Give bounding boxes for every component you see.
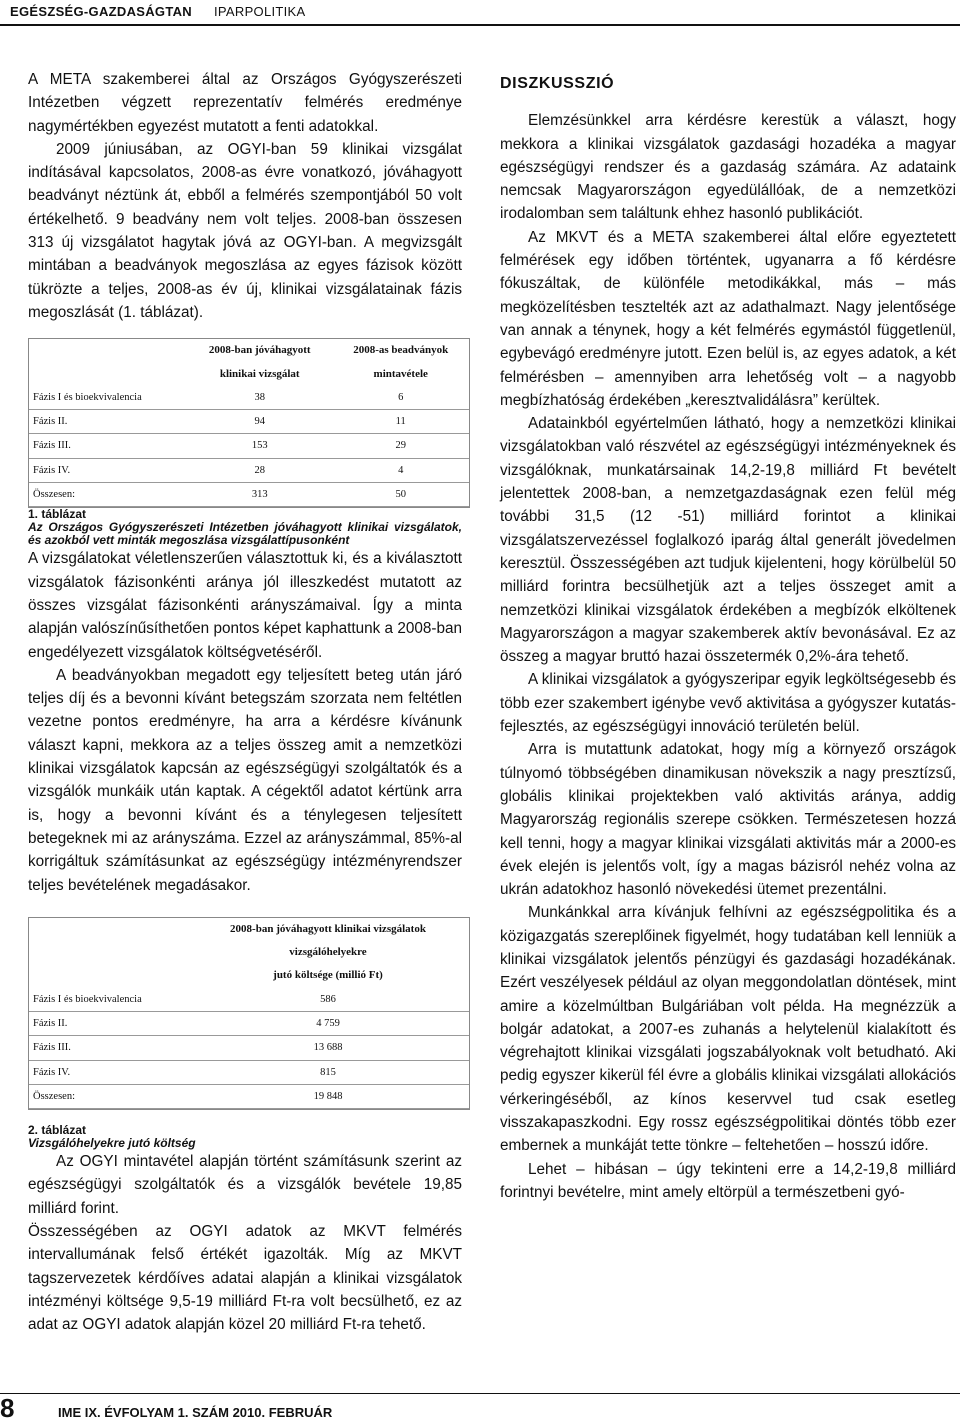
t1-header-a1: 2008-ban jóváhagyott	[208, 344, 311, 357]
table-2	[29, 918, 469, 1109]
cell: 13 688	[187, 1036, 469, 1060]
row-label: Fázis II.	[29, 410, 187, 434]
cell: 4 759	[187, 1011, 469, 1035]
table-row	[29, 1084, 469, 1108]
table-row	[29, 1011, 469, 1035]
caption-number: 2. táblázat	[28, 1123, 87, 1138]
cell: 6	[332, 386, 469, 410]
subsection-title: IPARPOLITIKA	[214, 4, 306, 19]
cell: 153	[187, 434, 332, 458]
t2-header-2: jutó költsége (millió Ft)	[273, 969, 383, 982]
section-title: EGÉSZSÉG-GAZDASÁGTAN	[10, 4, 192, 19]
page-number: 8	[0, 1393, 15, 1423]
row-label: Fázis III.	[29, 434, 187, 458]
cell: 28	[187, 458, 332, 482]
caption-text: Vizsgálóhelyekre jutó költség	[28, 1136, 196, 1151]
cell: 94	[187, 410, 332, 434]
table-row	[29, 1060, 469, 1084]
row-label: Fázis II.	[29, 1011, 187, 1035]
row-label: Összesen:	[29, 1084, 187, 1108]
section-heading: DISZKUSSZIÓ	[500, 75, 615, 92]
cell: 11	[332, 410, 469, 434]
table-row	[29, 1036, 469, 1060]
paragraph: Lehet – hibásan – úgy tekinteni erre a 14,2-19,8 milliárd forintnyi bevételre, mint amely eltörpül a természetbeni gyó-	[500, 1160, 956, 1201]
cell: 313	[187, 483, 332, 507]
paragraph: Adatainkból egyértelműen látható, hogy a nemzetközi klinikai vizsgálatokban való részvétel az egészségügyi intézményeknek és vizsgálóknak, munkatársainak 14,2-19,8 milliárd Ft bevételt jelentettek 2008-ban, a nemzetgazdaságnak ezen felül még további 31,5 (12 -51) milliárd forintot a klinikai vizsgálatszervezéssel foglalkozó iparág által generált jövedelmen keresztül. Összességében azt tudjuk kijelenteni, hogy körülbelül 50 milliárd forintra becsülhetjük azt a teljes összeget amit a nemzetközi klinikai vizsgálatok érdekében a megbízók elköltenek Magyarországon a magyar szakemberek aktív bevonásával. Ez az összeg a magyar bruttó hazai összetermék 0,2%-ára tehető.	[500, 415, 956, 666]
row-label: Összesen:	[29, 483, 187, 507]
cell: 38	[187, 386, 332, 410]
paragraph: A beadványokban megadott egy teljesített beteg után járó teljes díj és a bevonni kívánt betegszám szorzata nem feltétlen vezetne pontos eredményre, ha arra a kérdésre kívánunk választ kapni, mekkora az a teljes összeg amit a nemzetközi klinikai vizsgálatok kapcsán az egészségügyi szolgáltatók és a vizsgálók munkáik után kaptak. A cégektől adatot kértünk arra is, hogy a bevonni kívánt és a ténylegesen teljesített betegeknek mi az arányszáma. Ezzel az arányszámmal, 85%-al korrigáltuk számításunkat az egészségügy intézményrendszer teljes bevételének megadásakor.	[28, 666, 462, 894]
paragraph: Az OGYI mintavétel alapján történt számításunk szerint az egészségügyi szolgáltatók és a vizsgálók bevétele 19,85 milliárd forint.	[28, 1153, 462, 1217]
caption-text: Az Országos Gyógyszerészeti Intézetben jóváhagyott klinikai vizsgálatok, és azokból vett minták megoszlása vizsgálattípusonként	[28, 520, 462, 548]
table-row	[29, 458, 469, 482]
header-section	[0, 0, 316, 24]
header-rule	[0, 24, 960, 26]
paragraph: Az MKVT és a META szakemberei által előre egyeztetett felmérések egy időben történtek, ugyanarra a fő kérdésre fókuszáltak, de különféle metodikákkal, más – más megközelítésben tesztelték azt az adathalmazt. Nagy jelentősége van annak a ténynek, hogy a két felmérés egymástól függetlenül, egybevágó eredményre jutott. Ezen belül is, az egyes adatok, a két felmérésben – amennyiben arra lehetőség volt – a nagyobb megbízhatóság érdekében „keresztvalidálásra” kerültek.	[500, 228, 956, 409]
table-row	[29, 988, 469, 1012]
paragraph: A vizsgálatokat véletlenszerűen választottuk ki, és a kiválasztott vizsgálatok fázisonkénti aránya jól illeszkedést mutatott az összes vizsgálat fázisonkénti arányszámaival. Így a minta alapján valószínűsíthetően pontos képet kaphattunk a 2008-ban engedélyezett vizsgálatok költségvetéséről.	[28, 550, 462, 661]
t1-header-a2: klinikai vizsgálat	[219, 367, 300, 380]
t2-header-1: 2008-ban jóváhagyott klinikai vizsgálatok vizsgálóhelyekre	[230, 922, 426, 959]
journal-issue: IME IX. ÉVFOLYAM 1. SZÁM 2010. FEBRUÁR	[58, 1405, 333, 1420]
paragraph: Összességében az OGYI adatok az MKVT felmérés intervallumának felső értékét igazolták. Míg az MKVT tagszervezetek kérdőíves adatai alapján a klinikai vizsgálatok intézményi költsége 9,5-19 milliárd Ft-ra volt becsülhető, ez az adat az OGYI adatok alapján közel 20 milliárd Ft-ra tehető.	[28, 1223, 462, 1334]
cell: 815	[187, 1060, 469, 1084]
table-row	[29, 434, 469, 458]
cell: 29	[332, 434, 469, 458]
cell: 50	[332, 483, 469, 507]
table-1-frame	[28, 338, 470, 508]
table-1-caption	[28, 508, 462, 547]
caption-number: 1. táblázat	[28, 507, 87, 522]
row-label: Fázis III.	[29, 1036, 187, 1060]
cell: 19 848	[187, 1084, 469, 1108]
running-header	[0, 0, 960, 26]
left-column	[28, 68, 462, 1337]
table-2-caption	[28, 1124, 462, 1150]
paragraph: 2009 júniusában, az OGYI-ban 59 klinikai vizsgálat indításával kapcsolatos, 2008-as évre vonatkozó, jóváhagyott beadványt néztünk át, ebből a felmérés szempontjából 50 volt értékelhető. 9 beadvány nem volt teljes. 2008-ban összesen 313 új vizsgálatot hagytak jóvá az OGYI-ban. A megvizsgált mintában a beadványok megoszlása az egyes fázisok között tükrözte a teljes, 2008-as év új, klinikai vizsgálatainak fázis megoszlását (1. táblázat).	[28, 140, 462, 321]
table-row	[29, 483, 469, 507]
row-label: Fázis IV.	[29, 458, 187, 482]
table-1	[29, 339, 469, 507]
row-label: Fázis I és bioekvivalencia	[29, 988, 187, 1012]
table-row	[29, 410, 469, 434]
cell: 4	[332, 458, 469, 482]
table-row	[29, 386, 469, 410]
page-footer	[0, 1393, 960, 1423]
paragraph: A META szakemberei által az Országos Gyógyszerészeti Intézetben végzett reprezentatív felmérés eredménye nagymértékben egyezést mutatott a fenti adatokkal.	[28, 71, 462, 135]
t1-header-b1: 2008-as beadványok	[353, 344, 449, 357]
paragraph: Elemzésünkkel arra kérdésre kerestük a választ, hogy mekkora a klinikai vizsgálatok gazdasági hozadéka a magyar egészségügyi rendszer és a gazdaság számára. Az adataink nemcsak Magyarországon egyedülállóak, de a nemzetközi irodalomban sem találtunk ehhez hasonló publikációt.	[500, 112, 956, 223]
paragraph: Arra is mutattunk adatokat, hogy míg a környező országok túlnyomó többségében dinamikusan növekszik a nagy presztízsű, globális klinikai projektekben való aktivitás aránya, addig Magyarország regionális szerepe csökken. Természetesen hozzá kell tenni, hogy a magyar klinikai vizsgálati aktivitás már a 2000-es évek elején is jelentős volt, így a magas bázisról nehéz volna az ukrán adatokhoz hasonló növekedési ütemet prezentálni.	[500, 741, 956, 899]
cell: 586	[187, 988, 469, 1012]
row-label: Fázis I és bioekvivalencia	[29, 386, 187, 410]
row-label: Fázis IV.	[29, 1060, 187, 1084]
right-column	[500, 68, 956, 1204]
paragraph: A klinikai vizsgálatok a gyógyszeripar egyik legköltségesebb és több ezer szakembert igénybe vevő aktivitása a gyógyszer kutatás-fejlesztés, az egészségügyi innováció területén belül.	[500, 671, 956, 736]
t1-header-b2: mintavétele	[373, 367, 428, 380]
table-2-frame	[28, 917, 470, 1110]
footer-rule	[0, 1393, 960, 1394]
paragraph: Munkánkkal arra kívánjuk felhívni az egészségpolitika és a közigazgatás szereplőinek figyelmét, hogy tudatában kell lenniük a klinikai vizsgálatok jelentős pénzügyi és gazdasági hozadékának. Ezért veszélyesek például az olyan meggondolatlan döntések, mint amire a közelmúltban Bulgáriában volt példa. Ha megnézzük a bolgár adatokat, a 2007-es zuhanás a helytelenül kialakított és végrehajtott klinikai vizsgálati jogszabályoknak volt betudható. Aki pedig egyszer kikerül fél évre a globális klinikai vizsgálati allokációs vérkeringéséből, az kínos keservvel tud csak esetleg visszakapaszkodni. Egy rossz egészségpolitikai döntés több ezer embernek a munkáját tette tönkre – feltehetően – hosszú időre.	[500, 904, 956, 1155]
